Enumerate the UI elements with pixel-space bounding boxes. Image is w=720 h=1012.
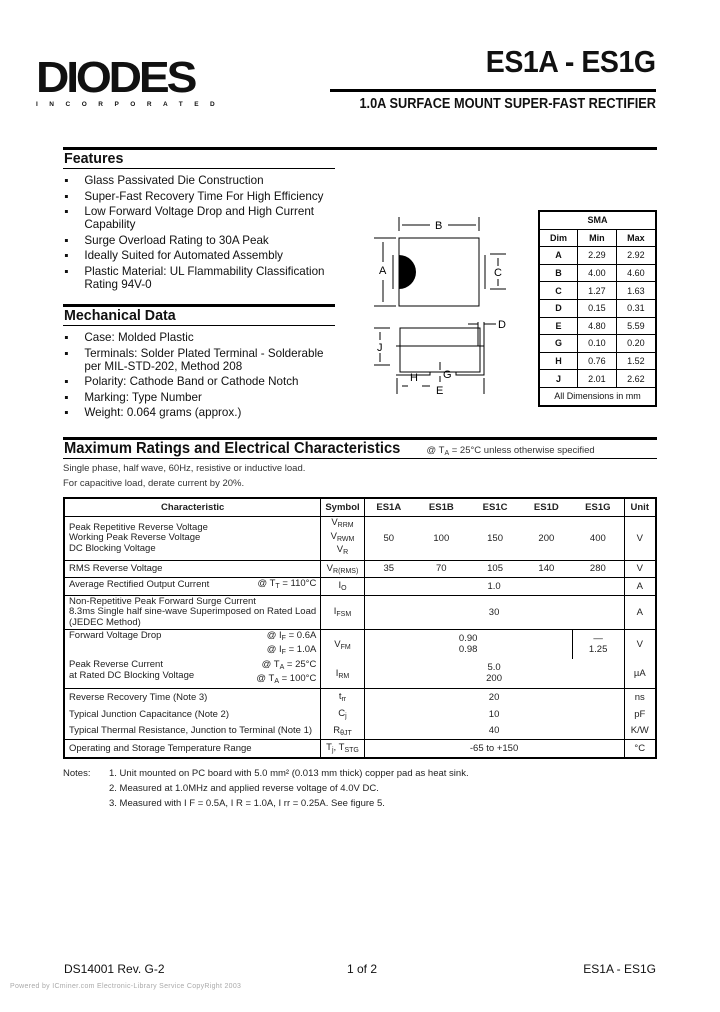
- value-cell: 105: [470, 560, 521, 577]
- condition: [267, 631, 317, 658]
- table-row: [539, 352, 656, 370]
- table-row: [539, 299, 656, 317]
- symbol: T: [326, 742, 332, 754]
- column-header: ES1C: [470, 498, 521, 517]
- max-cell: 2.62: [616, 370, 656, 388]
- sma-table-footer: All Dimensions in mm: [539, 387, 656, 405]
- characteristic-cell: [64, 595, 321, 630]
- characteristic-cell: RMS Reverse Voltage: [64, 560, 321, 577]
- value-cell: [364, 659, 624, 689]
- notes-label: Notes:: [63, 768, 91, 779]
- value-cell: 1.0: [364, 577, 624, 595]
- char-text: Forward Voltage Drop: [69, 630, 162, 641]
- symbol-sub: O: [341, 585, 347, 592]
- dim-cell: C: [539, 282, 578, 300]
- symbol-cell: [321, 577, 364, 595]
- divider: [63, 168, 335, 169]
- column-header: Min: [578, 229, 617, 247]
- min-cell: 4.80: [578, 317, 617, 335]
- divider: [63, 147, 657, 150]
- table-row: [64, 517, 656, 561]
- table-header-row: [64, 498, 656, 517]
- condition-text: @ T: [426, 445, 445, 456]
- symbol: V: [326, 562, 334, 574]
- column-header: ES1A: [364, 498, 413, 517]
- characteristic-cell: [64, 517, 321, 561]
- max-cell: 4.60: [616, 264, 656, 282]
- symbol-sub: FM: [340, 643, 351, 651]
- cond-sub: F: [281, 635, 286, 642]
- list-item: Low Forward Voltage Drop and High Current Capability: [63, 205, 335, 231]
- symbol: I: [335, 667, 339, 679]
- cond-rest: = 1.0A: [285, 643, 317, 655]
- symbol: I: [338, 580, 342, 591]
- symbol-sub: FSM: [336, 611, 352, 619]
- symbol: R: [333, 724, 341, 736]
- max-cell: 1.52: [616, 352, 656, 370]
- char-line: 8.3ms Single half sine-wave Superimposed on Rated Load: [69, 606, 317, 617]
- note-item: 1. Unit mounted on PC board with 5.0 mm² (0.013 mm thick) copper pad as heat sink.: [109, 768, 469, 779]
- table-row: [539, 264, 656, 282]
- table-row: [64, 689, 656, 706]
- cond-text: @ T: [261, 659, 280, 670]
- mechanical-list: [63, 331, 343, 422]
- cond-rest: = 0.6A: [285, 630, 317, 641]
- symbol: I: [333, 606, 337, 618]
- ratings-table: [63, 497, 657, 759]
- symbol-sub: RM: [338, 672, 350, 680]
- table-row: [539, 335, 656, 353]
- unit-cell: A: [624, 595, 656, 630]
- table-row: [64, 560, 656, 577]
- unit-cell: V: [624, 560, 656, 577]
- symbol-sub: j: [331, 747, 334, 755]
- dim-cell: G: [539, 335, 578, 353]
- list-item: Super-Fast Recovery Time For High Efficiency: [63, 190, 335, 203]
- ratings-condition: [427, 445, 595, 456]
- value-line: 0.98: [458, 643, 478, 655]
- features-list: [63, 174, 343, 294]
- column-header: ES1B: [413, 498, 470, 517]
- cond-sub: A: [279, 664, 285, 671]
- list-item: Marking: Type Number: [63, 391, 335, 404]
- char-line: Peak Repetitive Reverse Voltage: [69, 521, 208, 533]
- symbol-cell: [321, 560, 364, 577]
- dim-label-j: J: [377, 342, 383, 354]
- table-row: [64, 706, 656, 723]
- value-cell: 280: [572, 560, 624, 577]
- value-cell: 200: [520, 517, 572, 561]
- list-item: Glass Passivated Die Construction: [63, 174, 335, 187]
- list-item: Surge Overload Rating to 30A Peak: [63, 234, 335, 247]
- ratings-heading-row: [64, 440, 595, 458]
- dim-cell: A: [539, 247, 578, 265]
- unit-cell: ns: [624, 689, 656, 706]
- cond-sub: A: [274, 677, 279, 685]
- value-cell: [364, 630, 572, 660]
- min-cell: 0.15: [578, 299, 617, 317]
- note-item: 3. Measured with I F = 0.5A, I R = 1.0A, I rr = 0.25A. See figure 5.: [109, 798, 385, 809]
- cond-sub: T: [275, 583, 280, 591]
- min-cell: 0.76: [578, 352, 617, 370]
- table-row: [64, 659, 656, 689]
- unit-cell: °C: [624, 740, 656, 758]
- value-line: —: [593, 633, 603, 644]
- symbol: V: [334, 638, 341, 650]
- value-cell: 30: [364, 595, 624, 630]
- dim-cell: E: [539, 317, 578, 335]
- divider: [63, 325, 335, 326]
- symbol-cell: [321, 659, 364, 689]
- value-cell: 70: [413, 560, 470, 577]
- max-cell: 2.92: [616, 247, 656, 265]
- unit-cell: pF: [624, 706, 656, 723]
- char-line: Working Peak Reverse Voltage: [69, 532, 201, 543]
- column-header: ES1G: [572, 498, 624, 517]
- dim-cell: J: [539, 370, 578, 388]
- list-item: Terminals: Solder Plated Terminal - Solderable per MIL-STD-202, Method 208: [63, 347, 335, 373]
- ratings-notes: [63, 461, 305, 491]
- note-item: 2. Measured at 1.0MHz and applied reverse voltage of 4.0V DC.: [109, 783, 379, 794]
- symbol: V: [330, 530, 337, 542]
- column-header: ES1D: [520, 498, 572, 517]
- features-heading: Features: [64, 150, 124, 167]
- dim-cell: H: [539, 352, 578, 370]
- diodes-logo: [36, 53, 227, 108]
- dim-label-d: D: [498, 319, 506, 331]
- dim-label-g: G: [443, 369, 452, 381]
- ratings-note: Single phase, half wave, 60Hz, resistive or inductive load.: [63, 463, 306, 474]
- char-line: DC Blocking Voltage: [69, 542, 156, 554]
- part-title: ES1A - ES1G: [486, 44, 656, 79]
- column-header: Characteristic: [64, 498, 321, 517]
- dim-label-e: E: [436, 385, 444, 397]
- symbol-cell: [321, 595, 364, 630]
- characteristic-cell: Reverse Recovery Time (Note 3): [64, 689, 321, 706]
- notes: [63, 766, 469, 811]
- value-cell: 50: [364, 517, 413, 561]
- min-cell: 1.27: [578, 282, 617, 300]
- value-line: 0.90: [458, 633, 478, 644]
- list-item: Ideally Suited for Automated Assembly: [63, 249, 335, 262]
- symbol-cell: [321, 517, 364, 561]
- max-cell: 0.20: [616, 335, 656, 353]
- cond-text: @ T: [256, 672, 275, 684]
- char-line: Non-Repetitive Peak Forward Surge Current: [69, 595, 256, 607]
- value-line: 5.0: [487, 662, 501, 673]
- table-row: [539, 282, 656, 300]
- list-item: Polarity: Cathode Band or Cathode Notch: [63, 375, 335, 388]
- char-text: Average Rectified Output Current: [69, 579, 210, 591]
- characteristic-cell: Operating and Storage Temperature Range: [64, 740, 321, 758]
- cond-rest: = 110°C: [279, 578, 317, 590]
- value-line: 1.25: [588, 643, 608, 655]
- characteristic-cell: [64, 659, 321, 689]
- logo-subtext: INCORPORATED: [36, 101, 227, 108]
- symbol-sub: R: [343, 549, 349, 556]
- min-cell: 0.10: [578, 335, 617, 353]
- table-row: [64, 723, 656, 740]
- table-row: [64, 577, 656, 595]
- min-cell: 2.29: [578, 247, 617, 265]
- char-line: at Rated DC Blocking Voltage: [69, 669, 195, 681]
- value-cell: 35: [364, 560, 413, 577]
- symbol: V: [331, 517, 338, 528]
- min-cell: 2.01: [578, 370, 617, 388]
- symbol: V: [336, 544, 344, 555]
- unit-cell: A: [624, 577, 656, 595]
- list-item: Case: Molded Plastic: [63, 331, 335, 344]
- mechanical-heading: Mechanical Data: [64, 307, 176, 324]
- value-line: 200: [486, 672, 502, 684]
- symbol-sub: R(RMS): [333, 567, 359, 575]
- symbol-cell: [321, 689, 364, 706]
- condition: [257, 579, 316, 593]
- cond-text: @ T: [257, 578, 276, 590]
- dim-label-h: H: [410, 372, 418, 384]
- footer-part: ES1A - ES1G: [583, 962, 656, 976]
- min-cell: 4.00: [578, 264, 617, 282]
- condition-sub: A: [444, 450, 450, 457]
- value-cell: 10: [364, 706, 624, 723]
- dim-cell: B: [539, 264, 578, 282]
- sma-dimensions-table: [538, 210, 657, 407]
- value-cell: 20: [364, 689, 624, 706]
- characteristic-cell: [64, 630, 321, 660]
- symbol-cell: [321, 706, 364, 723]
- value-cell-es1g: [572, 630, 624, 660]
- max-cell: 5.59: [616, 317, 656, 335]
- value-cell: 400: [572, 517, 624, 561]
- symbol-sub: θJT: [340, 729, 352, 737]
- list-item: Plastic Material: UL Flammability Classification Rating 94V-0: [63, 265, 335, 291]
- dim-label-a: A: [379, 265, 387, 277]
- table-row: [539, 370, 656, 388]
- symbol-sub: j: [345, 713, 347, 720]
- symbol: , T: [333, 742, 345, 754]
- column-header: Max: [616, 229, 656, 247]
- value-cell: -65 to +150: [364, 740, 624, 758]
- characteristic-cell: [64, 577, 321, 595]
- unit-cell: µA: [624, 659, 656, 689]
- symbol-cell: [321, 630, 364, 660]
- table-row: [64, 740, 656, 758]
- cond-rest: = 100°C: [278, 672, 317, 684]
- dim-label-c: C: [494, 267, 502, 279]
- unit-cell: V: [624, 630, 656, 660]
- ratings-heading: Maximum Ratings and Electrical Characteristics: [64, 440, 401, 457]
- max-cell: 1.63: [616, 282, 656, 300]
- value-cell: 150: [470, 517, 521, 561]
- sma-table-title: SMA: [539, 211, 656, 229]
- dim-cell: D: [539, 299, 578, 317]
- unit-cell: K/W: [624, 723, 656, 740]
- page-number: 1 of 2: [347, 962, 378, 976]
- doc-number: DS14001 Rev. G-2: [64, 962, 165, 976]
- table-row: [539, 247, 656, 265]
- symbol-cell: [321, 723, 364, 740]
- symbol-sub: RWM: [336, 535, 355, 543]
- symbol: t: [338, 691, 342, 703]
- table-row: [64, 630, 656, 660]
- powered-by-text: Powered by ICminer.com Electronic-Library Service CopyRight 2003: [10, 983, 242, 990]
- dim-label-b: B: [435, 220, 443, 232]
- table-header-row: [539, 229, 656, 247]
- char-line: (JEDEC Method): [69, 616, 141, 628]
- value-cell: 100: [433, 532, 450, 544]
- divider: [63, 458, 657, 459]
- list-item: Weight: 0.064 grams (approx.): [63, 406, 335, 419]
- symbol-sub: STG: [344, 747, 359, 755]
- cond-rest: = 25°C: [284, 659, 317, 670]
- symbol-cell: [321, 740, 364, 758]
- logo-wordmark: DIODES: [36, 53, 195, 102]
- value-cell: 40: [364, 723, 624, 740]
- characteristic-cell: Typical Junction Capacitance (Note 2): [64, 706, 321, 723]
- table-row: [64, 595, 656, 630]
- table-row: [539, 317, 656, 335]
- symbol-sub: RRM: [337, 522, 354, 529]
- cond-text: @ I: [266, 643, 282, 655]
- char-line: Peak Reverse Current: [69, 659, 163, 670]
- cond-text: @ I: [266, 630, 282, 641]
- column-header: Unit: [624, 498, 656, 517]
- sma-package-diagram: [360, 200, 538, 400]
- value-cell: 140: [520, 560, 572, 577]
- max-cell: 0.31: [616, 299, 656, 317]
- column-header: Dim: [539, 229, 578, 247]
- column-header: Symbol: [321, 498, 364, 517]
- symbol: C: [338, 708, 346, 719]
- symbol-sub: rr: [341, 696, 347, 704]
- unit-cell: V: [624, 517, 656, 561]
- condition-rest: = 25°C unless otherwise specified: [449, 445, 595, 456]
- characteristic-cell: Typical Thermal Resistance, Junction to Terminal (Note 1): [64, 723, 321, 740]
- ratings-note: For capacitive load, derate current by 20%.: [63, 478, 245, 489]
- divider: [330, 89, 656, 92]
- condition: [256, 660, 316, 687]
- part-subtitle: 1.0A SURFACE MOUNT SUPER-FAST RECTIFIER: [359, 96, 656, 112]
- cond-sub: F: [281, 648, 286, 656]
